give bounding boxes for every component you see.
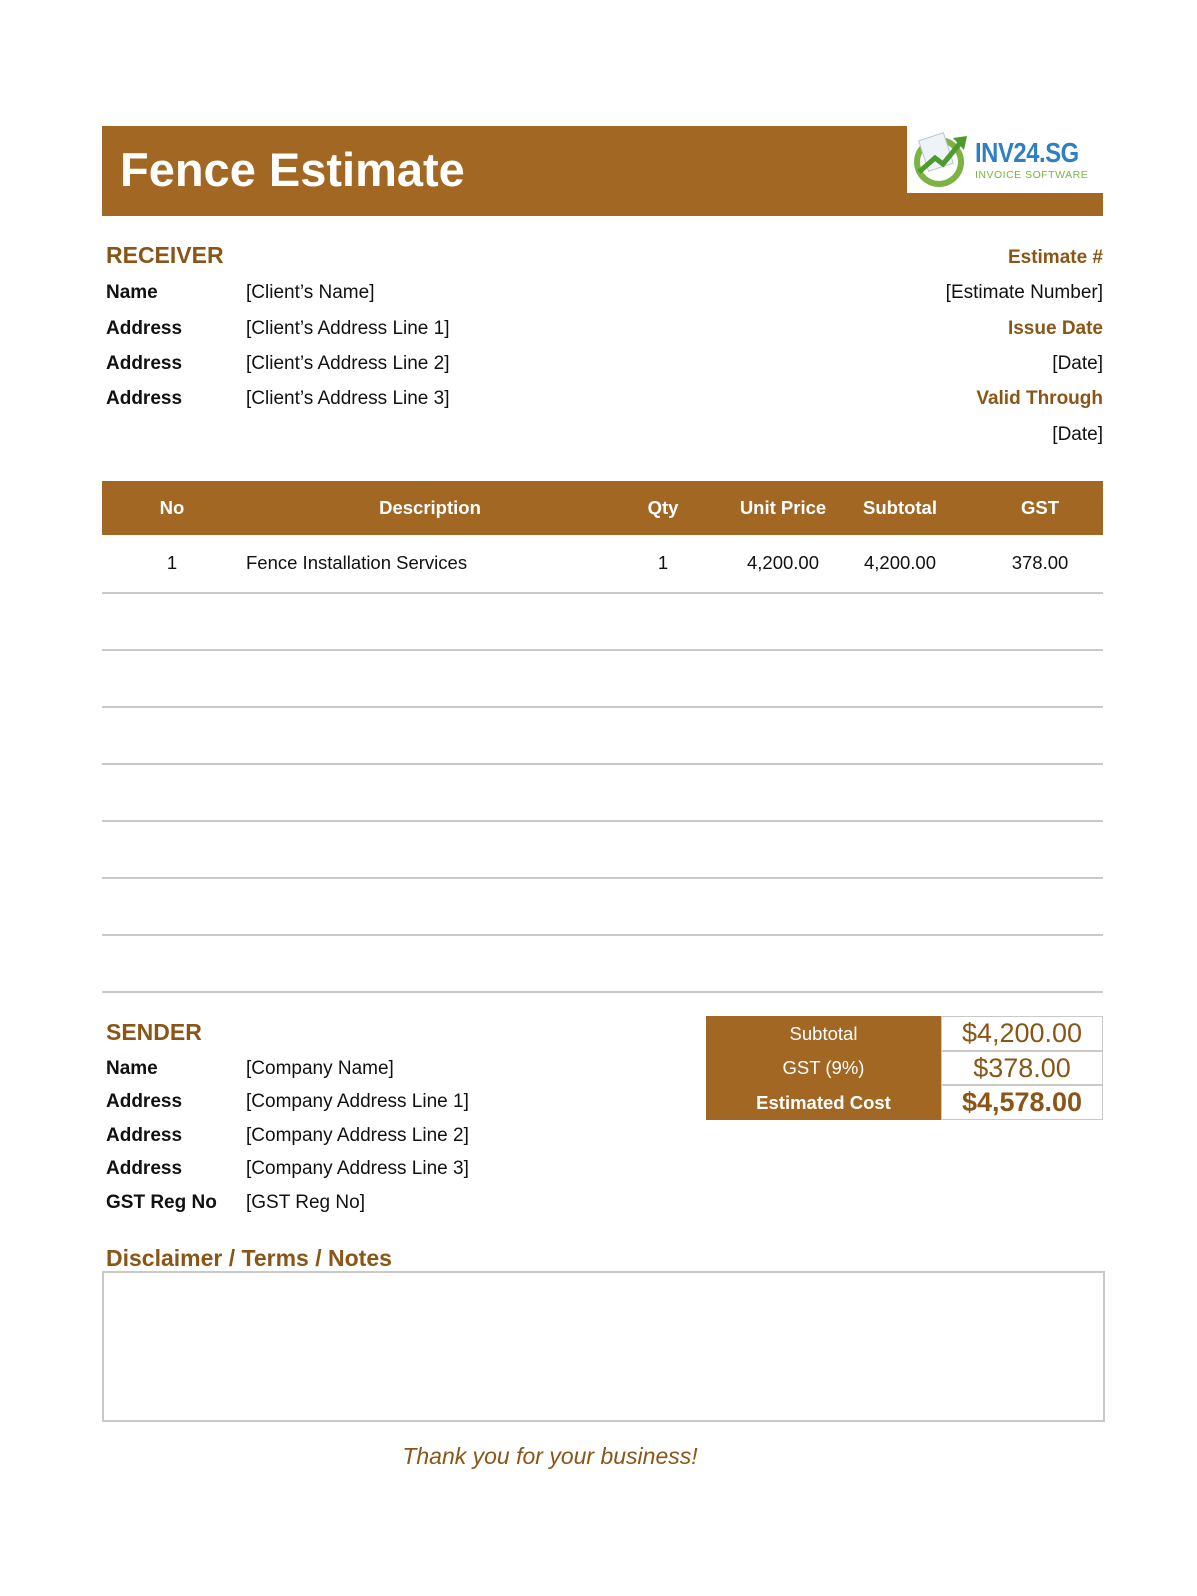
receiver-label: Address	[106, 388, 183, 409]
gst-value: $378.00	[941, 1051, 1103, 1085]
notes-box[interactable]	[102, 1271, 1105, 1422]
chart-arrow-icon	[909, 128, 973, 192]
table-row-divider	[102, 934, 1103, 936]
table-cell-no: 1	[166, 552, 178, 573]
logo-text: INV24.SG	[975, 137, 1079, 168]
column-header-unit-price: Unit Price	[739, 497, 827, 518]
estimated-cost-value: $4,578.00	[941, 1085, 1103, 1120]
estimate-number-value: [Estimate Number]	[945, 282, 1103, 303]
gst-label: GST (9%)	[706, 1051, 941, 1085]
table-cell-gst: 378.00	[1011, 552, 1069, 573]
notes-heading: Disclaimer / Terms / Notes	[106, 1245, 392, 1271]
column-header-subtotal: Subtotal	[863, 497, 937, 518]
valid-through-label: Valid Through	[976, 388, 1103, 409]
estimated-cost-label: Estimated Cost	[706, 1085, 941, 1120]
receiver-label: Address	[106, 318, 183, 339]
table-cell-qty: 1	[657, 552, 669, 573]
receiver-value: [Client’s Address Line 1]	[246, 318, 450, 339]
table-row-divider	[102, 592, 1103, 594]
sender-value: [Company Address Line 1]	[246, 1091, 469, 1112]
table-cell-description: Fence Installation Services	[246, 552, 468, 573]
issue-date-value: [Date]	[1052, 353, 1103, 374]
receiver-label: Address	[106, 353, 183, 374]
sender-label: Name	[106, 1058, 158, 1079]
sender-label: GST Reg No	[106, 1192, 217, 1213]
logo-subtitle: INVOICE SOFTWARE	[975, 169, 1089, 181]
table-row-divider	[102, 649, 1103, 651]
receiver-value: [Client’s Address Line 2]	[246, 353, 450, 374]
column-header-no: No	[159, 497, 185, 518]
receiver-label: Name	[106, 282, 158, 303]
table-row-divider	[102, 706, 1103, 708]
valid-through-value: [Date]	[1052, 424, 1103, 445]
sender-value: [Company Address Line 2]	[246, 1125, 469, 1146]
sender-label: Address	[106, 1158, 183, 1179]
receiver-value: [Client’s Name]	[246, 282, 375, 303]
thank-you-message: Thank you for your business!	[402, 1443, 698, 1469]
table-row-divider	[102, 877, 1103, 879]
sender-value: [GST Reg No]	[246, 1192, 365, 1213]
table-row-divider	[102, 991, 1103, 993]
issue-date-label: Issue Date	[1007, 318, 1103, 339]
table-cell-subtotal: 4,200.00	[863, 552, 936, 573]
receiver-value: [Client’s Address Line 3]	[246, 388, 450, 409]
subtotal-value: $4,200.00	[941, 1016, 1103, 1051]
column-header-qty: Qty	[647, 497, 679, 518]
sender-value: [Company Address Line 3]	[246, 1158, 469, 1179]
estimate-number-label: Estimate #	[1007, 247, 1103, 268]
table-row-divider	[102, 820, 1103, 822]
receiver-heading: RECEIVER	[106, 242, 224, 268]
table-row-divider	[102, 763, 1103, 765]
sender-value: [Company Name]	[246, 1058, 394, 1079]
column-header-gst: GST	[1020, 497, 1060, 518]
sender-label: Address	[106, 1091, 183, 1112]
column-header-description: Description	[379, 497, 481, 518]
sender-heading: SENDER	[106, 1019, 202, 1045]
sender-label: Address	[106, 1125, 183, 1146]
subtotal-label: Subtotal	[706, 1016, 941, 1051]
page-title: Fence Estimate	[120, 143, 465, 196]
table-cell-unit-price: 4,200.00	[746, 552, 819, 573]
